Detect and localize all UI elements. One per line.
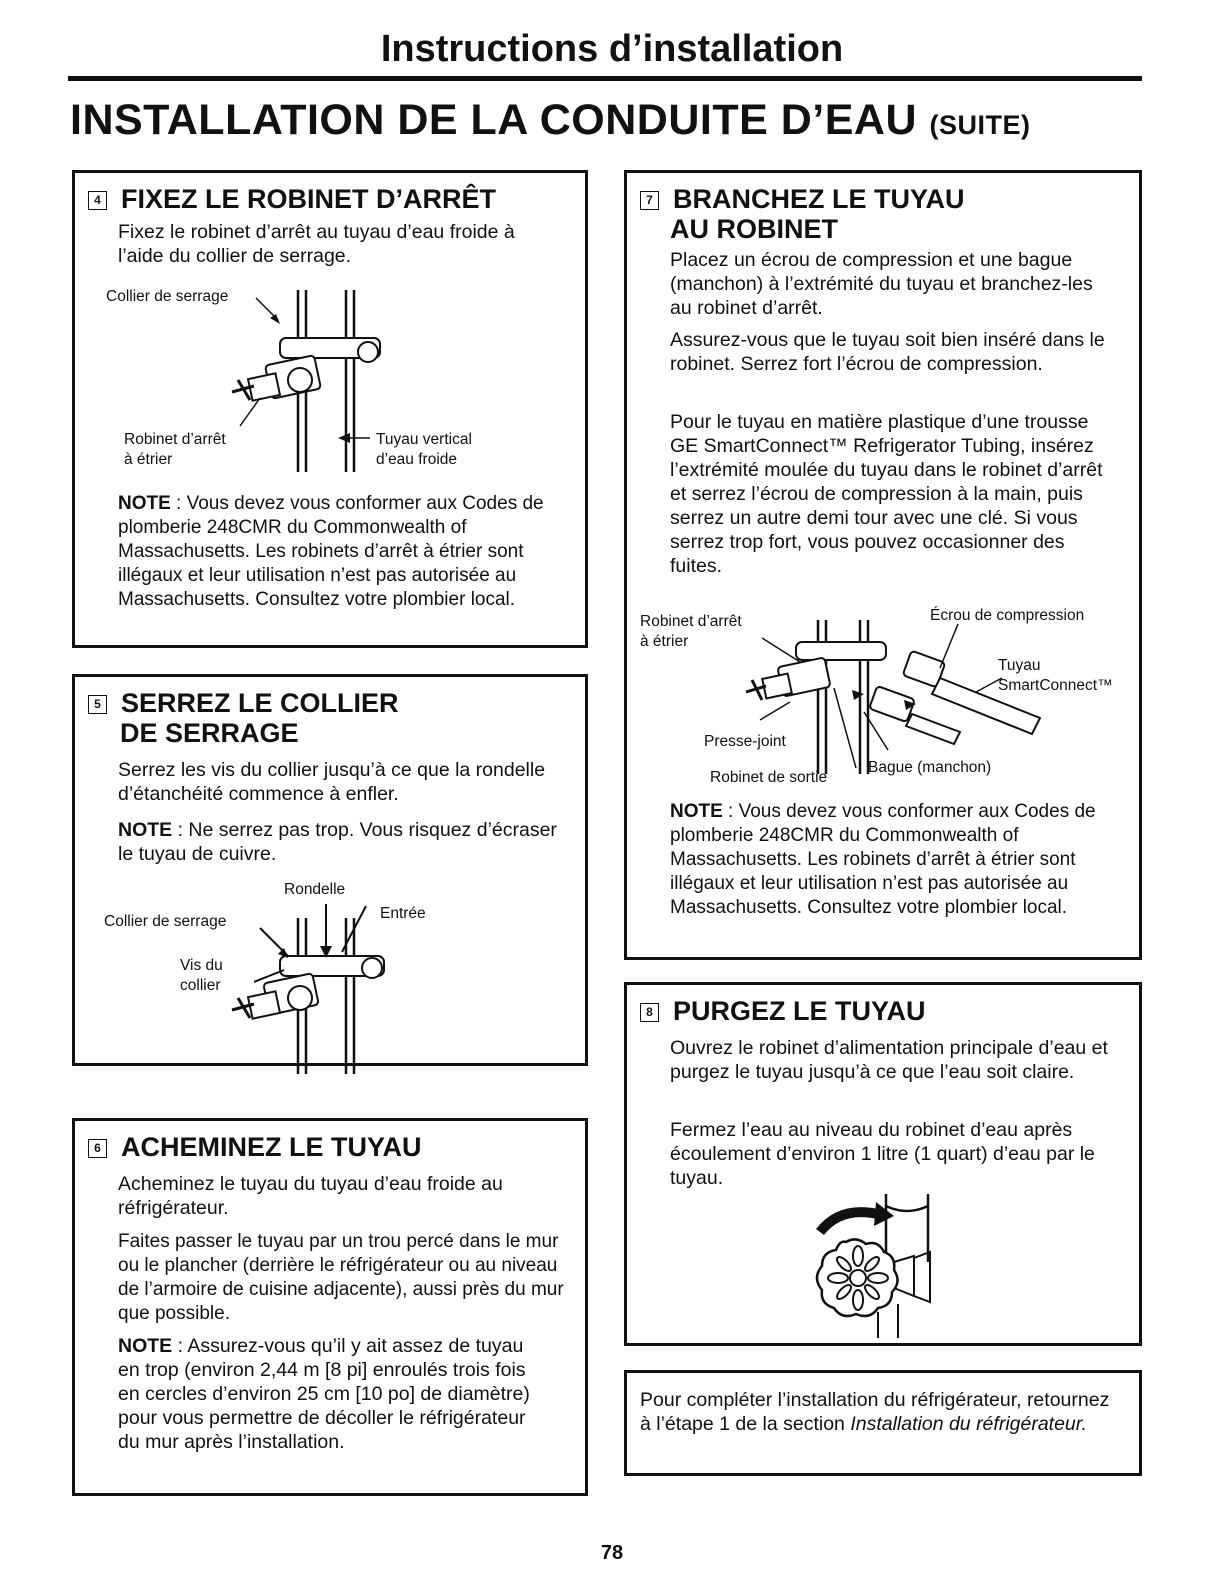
- step7-text3: Pour le tuyau en matière plastique d’une trousse GE SmartConnect™ Refrigerator Tubing, insérez l’extrémité moulée du tuyau dans le robinet d’arrêt et serrez l’écrou de compression à la main, puis serrez un autre demi tour avec une clé. Si vous serrez trop fort, vous pouvez occasionner des fuites.: [670, 411, 1103, 577]
- step8-valve-handle-illustration: [790, 1192, 950, 1342]
- step6-text1: Acheminez le tuyau du tuyau d’eau froide au réfrigérateur.: [118, 1173, 503, 1219]
- step7-label-tuyau1: Tuyau: [998, 657, 1041, 674]
- page-number: 78: [600, 1542, 624, 1564]
- step4-title: FIXEZ LE ROBINET D’ARRÊT: [121, 184, 497, 214]
- step7-label-ecrou: Écrou de compression: [930, 607, 1085, 624]
- step4-label-robinet2: à étrier: [124, 451, 173, 468]
- page-heading-text: INSTALLATION DE LA CONDUITE D’EAU: [70, 96, 918, 144]
- step5-note-label: NOTE: [118, 819, 173, 841]
- step7-number: 7: [640, 191, 659, 210]
- step6-heading: [88, 1132, 422, 1162]
- step6-title: ACHEMINEZ LE TUYAU: [121, 1132, 422, 1162]
- step7-connection-illustration: [740, 618, 1080, 778]
- step5-label-rondelle: Rondelle: [284, 881, 346, 898]
- step7-text2: Assurez-vous que le tuyau soit bien inséré dans le robinet. Serrez fort l’écrou de compression.: [670, 329, 1105, 375]
- step8-number: 8: [640, 1003, 659, 1022]
- step4-label-robinet1: Robinet d’arrêt: [124, 431, 226, 448]
- step4-note: [118, 492, 578, 612]
- step5-number: 5: [88, 695, 107, 714]
- step4-text: Fixez le robinet d’arrêt au tuyau d’eau froide à l’aide du collier de serrage.: [118, 221, 515, 267]
- step5-label-entree: Entrée: [380, 905, 426, 922]
- step7-label-robinet1: Robinet d’arrêt: [640, 613, 742, 630]
- step8-heading: [640, 996, 926, 1026]
- step4-saddle-valve-illustration: [220, 280, 390, 480]
- step4-heading: [88, 184, 496, 214]
- step7-title-line2: AU ROBINET: [670, 214, 838, 244]
- step5-note-text: : Ne serrez pas trop. Vous risquez d’écraser le tuyau de cuivre.: [118, 819, 557, 865]
- step5-heading: [88, 688, 399, 718]
- step5-label-vis2: collier: [180, 977, 221, 994]
- step6-note-label: NOTE: [118, 1335, 173, 1357]
- step4-note-label: NOTE: [118, 493, 171, 514]
- step5-text: Serrez les vis du collier jusqu’à ce que la rondelle d’étanchéité commence à enfler.: [118, 759, 546, 805]
- step5-title-line1: SERREZ LE COLLIER: [121, 688, 399, 718]
- step6-text2: Faites passer le tuyau par un trou percé dans le mur ou le plancher (derrière le réfrigérateur ou au niveau de l’armoire de cuisine adjacente), aussi près du mur que possible.: [118, 1231, 564, 1324]
- step5-clamp-illustration: [226, 898, 396, 1078]
- final-text: [640, 1388, 1120, 1436]
- step7-text1: Placez un écrou de compression et une bague (manchon) à l’extrémité du tuyau et branchez-les au robinet d’arrêt.: [670, 249, 1093, 319]
- step4-note-text: : Vous devez vous conformer aux Codes de plomberie 248CMR du Commonwealth of Massachusetts. Les robinets d’arrêt à étrier sont illégaux et leur utilisation n’est pas autorisée au Massachusetts. Consultez votre plombier local.: [118, 493, 544, 610]
- page-heading-suffix: (SUITE): [929, 110, 1031, 140]
- step7-label-bague: Bague (manchon): [868, 759, 992, 776]
- header-title: Instructions d’installation: [380, 28, 844, 70]
- step7-label-tuyau2: SmartConnect™: [998, 677, 1113, 694]
- step7-title-line1: BRANCHEZ LE TUYAU: [673, 184, 965, 214]
- final-text-italic: Installation du réfrigérateur.: [850, 1413, 1087, 1435]
- step8-title: PURGEZ LE TUYAU: [673, 996, 926, 1026]
- step7-note: [670, 800, 1130, 920]
- step8-text1: Ouvrez le robinet d’alimentation principale d’eau et purgez le tuyau jusqu’à ce que l’eau soit claire.: [670, 1037, 1108, 1083]
- step7-label-robinet2: à étrier: [640, 633, 689, 650]
- step7-note-label: NOTE: [670, 801, 723, 822]
- step4-number: 4: [88, 191, 107, 210]
- step5-label-collier: Collier de serrage: [104, 913, 227, 930]
- step5-label-vis1: Vis du: [180, 957, 223, 974]
- step7-heading: [640, 184, 965, 214]
- step6-number: 6: [88, 1139, 107, 1158]
- step7-note-text: : Vous devez vous conformer aux Codes de plomberie 248CMR du Commonwealth of Massachusetts. Les robinets d’arrêt à étrier sont illégaux et leur utilisation n’est pas autorisée au Massachusetts. Consultez votre plombier local.: [670, 801, 1096, 918]
- step6-note: [118, 1334, 538, 1454]
- step5-note: [118, 818, 558, 866]
- step4-label-collier: Collier de serrage: [106, 288, 229, 305]
- step4-label-tuyau1: Tuyau vertical: [376, 431, 472, 448]
- step4-label-tuyau2: d’eau froide: [376, 451, 458, 468]
- step7-label-presse: Presse-joint: [704, 733, 786, 750]
- step6-note-text: : Assurez-vous qu’il y ait assez de tuyau en trop (environ 2,44 m [8 pi] enroulés trois fois en cercles d’environ 25 cm [10 po] de diamètre) pour vous permettre de décoller le réfrigérateur du mur après l’installation.: [118, 1335, 530, 1453]
- page-heading: [70, 96, 1030, 145]
- final-text-main: Pour compléter l’installation du réfrigérateur, retournez à l’étape 1 de la section: [640, 1389, 1110, 1435]
- step7-label-sortie: Robinet de sortie: [710, 769, 828, 786]
- header-rule: [68, 76, 1142, 81]
- step5-title-line2: DE SERRAGE: [120, 718, 299, 748]
- step8-text2: Fermez l’eau au niveau du robinet d’eau après écoulement d’environ 1 litre (1 quart) d’eau par le tuyau.: [670, 1119, 1095, 1189]
